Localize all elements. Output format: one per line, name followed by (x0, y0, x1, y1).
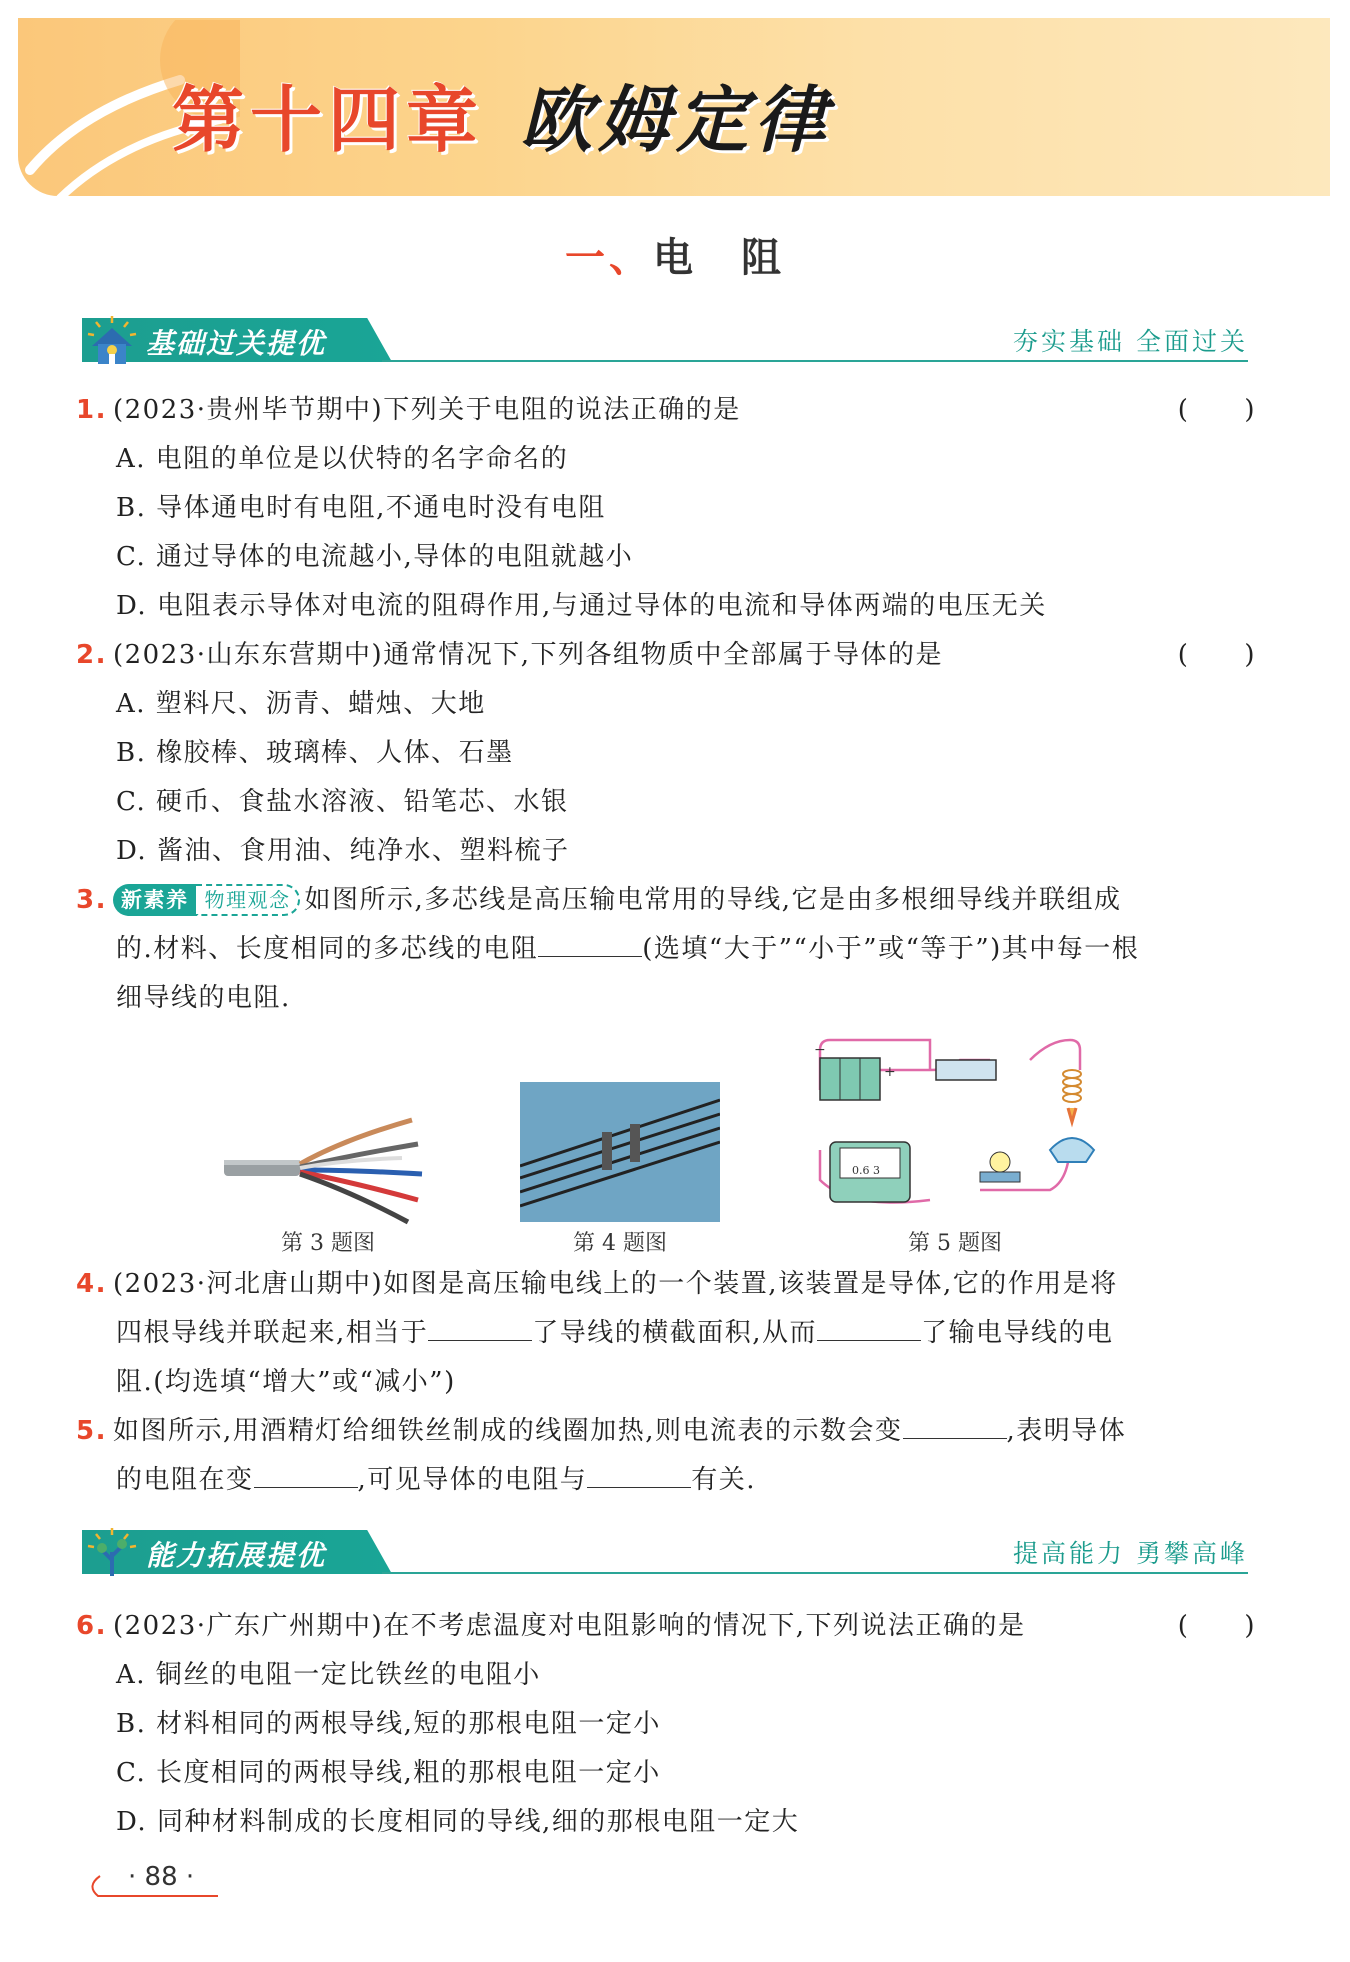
question-line-1 (76, 876, 1256, 925)
chapter-title (172, 62, 832, 166)
question-text: 如图所示,多芯线是高压输电常用的导线,它是由多根细导线并联组成 (304, 885, 1122, 915)
question-stem (76, 631, 1256, 680)
circuit-figure (810, 1030, 1110, 1225)
question-line-2 (76, 925, 1256, 974)
answer-blank[interactable] (428, 1318, 532, 1341)
question-text: 有关. (691, 1465, 757, 1495)
multicore-wire-figure (222, 1100, 432, 1230)
answer-blank[interactable] (903, 1416, 1007, 1439)
badge-secondary: 物理观念 (196, 884, 300, 916)
band-motto: 夯实基础 全面过关 (1013, 327, 1248, 356)
question-number: 1. (76, 395, 107, 425)
option-c[interactable]: C. 长度相同的两根导线,粗的那根电阻一定小 (116, 1758, 661, 1788)
question-line-3: 阻.(均选填“增大”或“减小”) (116, 1367, 456, 1397)
question-number: 3. (76, 885, 107, 915)
question-text: (2023·贵州毕节期中)下列关于电阻的说法正确的是 (112, 395, 741, 425)
question-4 (76, 1260, 1256, 1407)
question-stem (76, 1602, 1256, 1651)
answer-bracket[interactable]: ( ) (1177, 640, 1256, 670)
question-line-1 (76, 1260, 1256, 1309)
figure-5-caption: 第 5 题图 (908, 1231, 1002, 1256)
question-number: 5. (76, 1416, 107, 1446)
question-text: 如图所示,用酒精灯给细铁丝制成的线圈加热,则电流表的示数会变 (112, 1416, 903, 1446)
section-title (0, 226, 1350, 283)
question-stem (76, 386, 1256, 435)
figure-4-caption: 第 4 题图 (573, 1231, 667, 1256)
question-number: 2. (76, 640, 107, 670)
band-rule (382, 1572, 1248, 1574)
answer-blank[interactable] (817, 1318, 921, 1341)
page-number: · 88 · (128, 1862, 195, 1892)
option-b[interactable]: B. 橡胶棒、玻璃棒、人体、石墨 (116, 738, 514, 768)
option-b[interactable]: B. 导体通电时有电阻,不通电时没有电阻 (116, 493, 606, 523)
band-rule (382, 360, 1248, 362)
option-b[interactable]: B. 材料相同的两根导线,短的那根电阻一定小 (116, 1709, 661, 1739)
question-1 (76, 386, 1256, 631)
question-text: 四根导线并联起来,相当于 (116, 1318, 429, 1348)
question-number: 4. (76, 1269, 107, 1299)
option-c[interactable]: C. 硬币、食盐水溶液、铅笔芯、水银 (116, 787, 569, 817)
question-text: 了导线的横截面积,从而 (532, 1318, 818, 1348)
question-text: ,可见导体的电阻与 (357, 1465, 588, 1495)
question-number: 6. (76, 1611, 107, 1641)
chapter-number: 第十四章 (172, 78, 485, 162)
question-text: (2023·广东广州期中)在不考虑温度对电阻影响的情况下,下列说法正确的是 (112, 1611, 1026, 1641)
answer-blank[interactable] (254, 1465, 358, 1488)
answer-bracket[interactable]: ( ) (1177, 395, 1256, 425)
question-6 (76, 1602, 1256, 1847)
house-light-icon (84, 314, 140, 366)
question-5 (76, 1407, 1256, 1505)
new-literacy-badge (113, 875, 301, 924)
svg-text:−: − (814, 1042, 826, 1058)
question-text: 的.材料、长度相同的多芯线的电阻 (116, 934, 539, 964)
tree-light-icon (84, 1526, 140, 1578)
section-name: 电 阻 (653, 234, 785, 281)
question-text: (2023·河北唐山期中)如图是高压输电线上的一个装置,该装置是导体,它的作用是将 (112, 1269, 1118, 1299)
ammeter-scale-label: 0.6 3 (852, 1164, 880, 1177)
option-a[interactable]: A. 塑料尺、沥青、蜡烛、大地 (116, 689, 486, 719)
question-text: (选填“大于”“小于”或“等于”)其中每一根 (642, 934, 1140, 964)
section-band-basic (82, 318, 1248, 368)
answer-blank[interactable] (538, 934, 642, 957)
question-line-1 (76, 1407, 1256, 1456)
option-a[interactable]: A. 铜丝的电阻一定比铁丝的电阻小 (116, 1660, 541, 1690)
svg-text:+: + (884, 1064, 896, 1080)
question-3 (76, 876, 1256, 1023)
option-d[interactable]: D. 电阻表示导体对电流的阻碍作用,与通过导体的电流和导体两端的电压无关 (116, 591, 1047, 621)
band-motto: 提高能力 勇攀高峰 (1013, 1539, 1248, 1568)
power-line-spacer-figure (520, 1082, 720, 1222)
section-band-advanced (82, 1530, 1248, 1580)
question-text: 了输电导线的电 (921, 1318, 1114, 1348)
question-text: (2023·山东东营期中)通常情况下,下列各组物质中全部属于导体的是 (112, 640, 943, 670)
option-d[interactable]: D. 同种材料制成的长度相同的导线,细的那根电阻一定大 (116, 1807, 800, 1837)
question-line-2 (76, 1309, 1256, 1358)
question-line-2 (76, 1456, 1256, 1505)
figure-3-caption: 第 3 题图 (281, 1231, 375, 1256)
question-line-3: 细导线的电阻. (116, 983, 291, 1013)
band-label: 基础过关提优 (146, 327, 327, 360)
section-number: 一、 (565, 234, 653, 281)
option-c[interactable]: C. 通过导体的电流越小,导体的电阻就越小 (116, 542, 634, 572)
answer-bracket[interactable]: ( ) (1177, 1611, 1256, 1641)
chapter-name: 欧姆定律 (520, 78, 833, 162)
answer-blank[interactable] (587, 1465, 691, 1488)
question-2 (76, 631, 1256, 876)
question-text: ,表明导体 (1006, 1416, 1127, 1446)
band-label: 能力拓展提优 (146, 1539, 327, 1572)
option-d[interactable]: D. 酱油、食用油、纯净水、塑料梳子 (116, 836, 570, 866)
question-text: 的电阻在变 (116, 1465, 254, 1495)
option-a[interactable]: A. 电阻的单位是以伏特的名字命名的 (116, 444, 569, 474)
badge-primary: 新素养 (113, 884, 197, 916)
